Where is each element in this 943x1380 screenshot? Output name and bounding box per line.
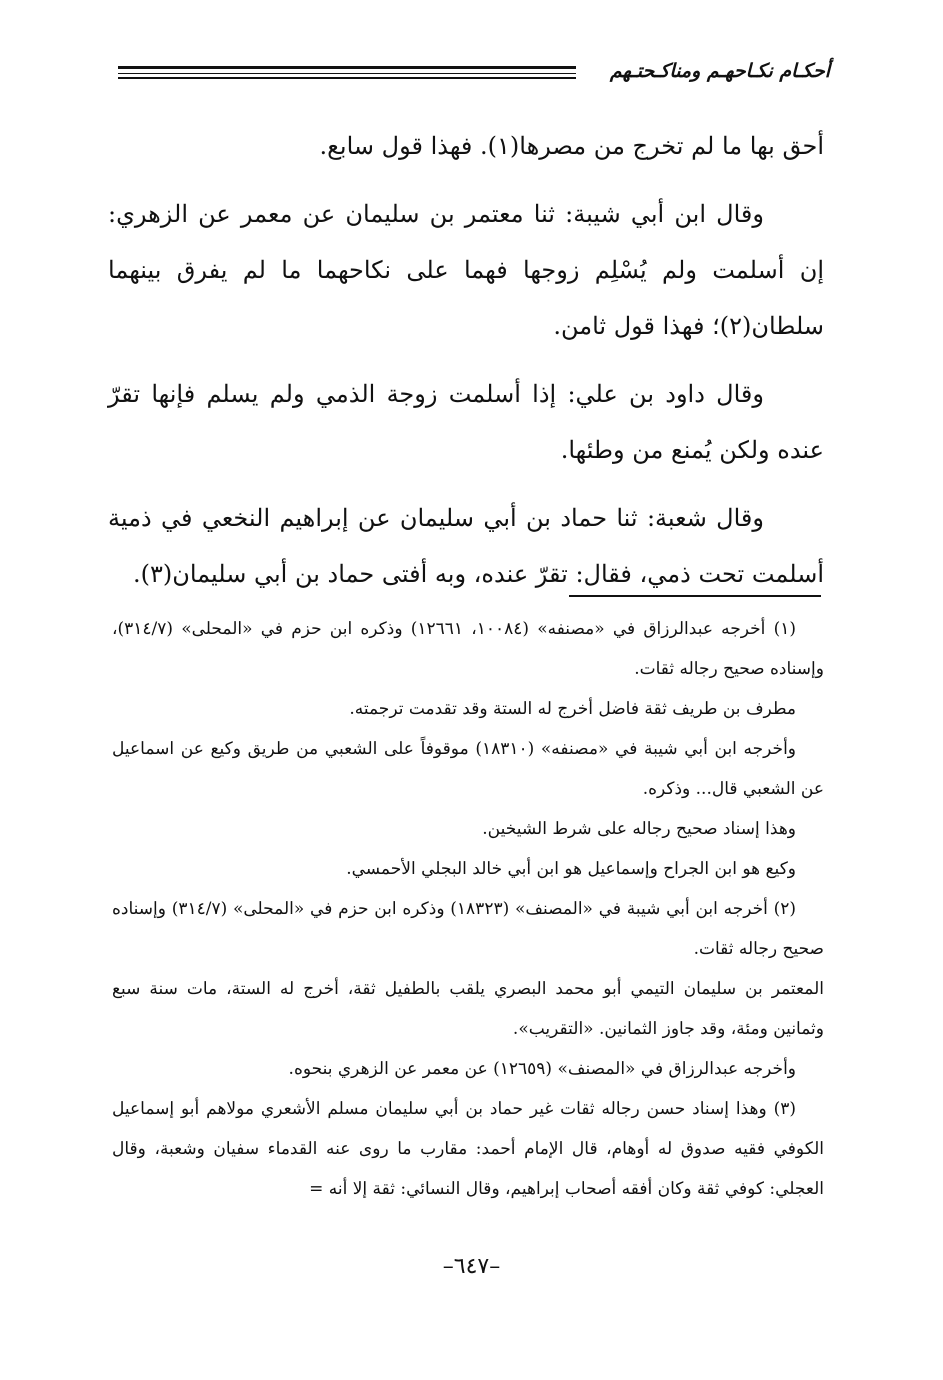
paragraph: أحق بها ما لم تخرج من مصرها(١). فهذا قول سابع. — [319, 132, 824, 160]
paragraph: وقال ابن أبي شيبة: ثنا معتمر بن سليمان عن معمر عن الزهري: إن أسلمت ولم يُسْلِم زوجها فهما على نكاحهما ما لم يفرق بينهما سلطان(٢)؛ فهذا قول ثامن. — [108, 200, 824, 340]
footnote: (٢) أخرجه ابن أبي شيبة في «المصنف» (١٨٣٢٣) وذكره ابن حزم في «المحلى» (٣١٤/٧) وإسناده صحيح رجاله ثقات. — [112, 899, 824, 959]
footnote: مطرف بن طريف ثقة فاضل أخرج له الستة وقد تقدمت ترجمته. — [349, 699, 796, 719]
footnote: (٣) وهذا إسناد حسن رجاله ثقات غير حماد بن أبي سليمان مسلم الأشعري مولاهم أبو إسماعيل الكوفي فقيه صدوق له أوهام، قال الإمام أحمد: مقارب ما روى عنه القدماء سفيان وشعبة، وقال العجلي: كوفي ثقة وكان أفقه أصحاب إبراهيم، وقال النسائي: ثقة إلا أنه = — [112, 1099, 824, 1199]
footnote: المعتمر بن سليمان التيمي أبو محمد البصري يلقب بالطفيل ثقة، أخرج له الستة، مات سنة سبع وثمانين ومئة، وقد جاوز الثمانين. «التقريب». — [112, 979, 824, 1039]
main-text — [108, 118, 824, 614]
page-number: –٦٤٧– — [442, 1254, 501, 1279]
footnote: وأخرجه عبدالرزاق في «المصنف» (١٢٦٥٩) عن معمر عن الزهري بنحوه. — [288, 1059, 796, 1079]
footnote: وهذا إسناد صحيح رجاله على شرط الشيخين. — [482, 819, 796, 839]
footnote: وأخرجه ابن أبي شيبة في «مصنفه» (١٨٣١٠) موقوفاً على الشعبي من طريق وكيع عن اسماعيل عن الشعبي قال... وذكره. — [112, 739, 824, 799]
footnote: (١) أخرجه عبدالرزاق في «مصنفه» (١٠٠٨٤، ١٢٦٦١) وذكره ابن حزم في «المحلى» (٣١٤/٧)، وإسناده صحيح رجاله ثقات. — [112, 619, 824, 679]
paragraph: وقال شعبة: ثنا حماد بن أبي سليمان عن إبراهيم النخعي في ذمية أسلمت تحت ذمي، فقال: تقرّ عنده، وبه أفتى حماد بن أبي سليمان(٣). — [108, 504, 824, 588]
paragraph: وقال داود بن علي: إذا أسلمت زوجة الذمي ولم يسلم فإنها تقرّ عنده ولكن يُمنع من وطئها. — [108, 380, 824, 464]
footnotes — [112, 609, 824, 1209]
footnote-separator — [569, 595, 821, 597]
header-rule — [118, 66, 576, 79]
running-header — [118, 52, 830, 92]
footnote: وكيع هو ابن الجراح وإسماعيل هو ابن أبي خالد البجلي الأحمسي. — [346, 859, 796, 879]
header-title: أحكـام نكـاحهـم ومناكـحتـهم — [609, 60, 830, 82]
